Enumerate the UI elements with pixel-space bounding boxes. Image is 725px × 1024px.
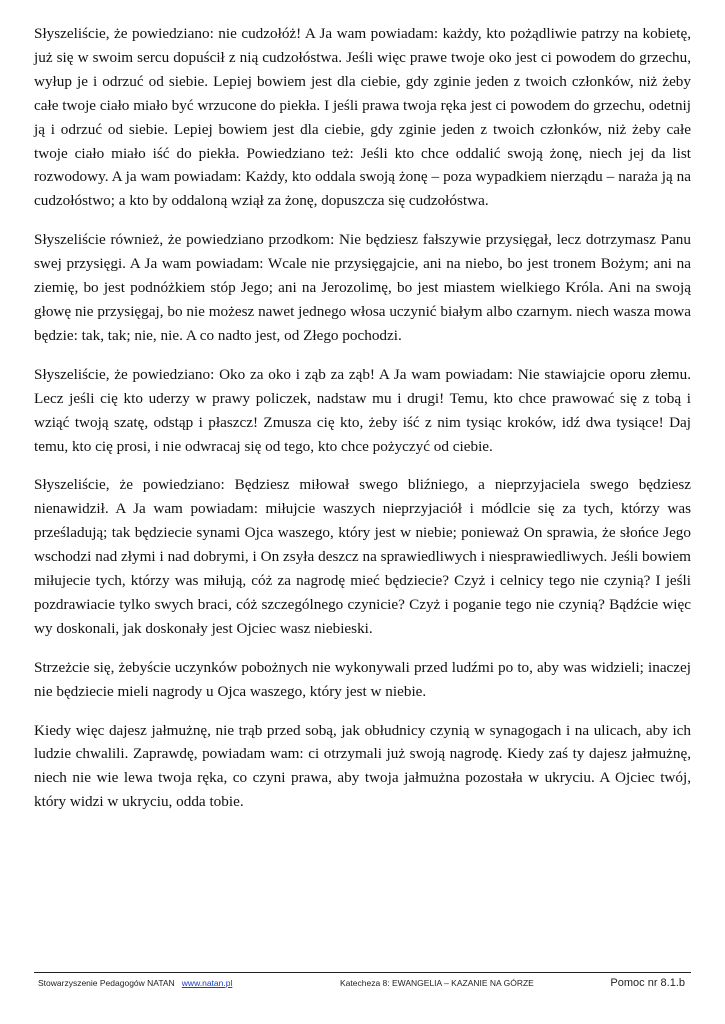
paragraph-love-enemies: Słyszeliście, że powiedziano: Będziesz miłował swego bliźniego, a nieprzyjaciela swego będziesz nienawidził. A Ja wam powiadam: miłujcie waszych nieprzyjaciół i módlcie się za tych, którzy was prześladują; tak będziecie synami Ojca waszego, który jest w niebie; ponieważ On sprawia, że słońce Jego wschodzi nad złymi i nad dobrymi, i On zsyła deszcz na sprawiedliwych i niesprawiedliwych. Jeśli bowiem miłujecie tych, którzy was miłują, cóż za nagrodę mieć będziecie? Czyż i celnicy tego nie czynią? I jeśli pozdrawiacie tylko swych braci, cóż szczególnego czynicie? Czyż i poganie tego nie czynią? Bądźcie więc wy doskonali, jak doskonały jest Ojciec wasz niebieski. [34,476,691,637]
paragraph-adultery: Słyszeliście, że powiedziano: nie cudzołóż! A Ja wam powiadam: każdy, kto pożądliwie patrzy na kobietę, już się w swoim sercu dopuścił z nią cudzołóstwa. Jeśli więc prawe twoje oko jest ci powodem do grzechu, wyłup je i odrzuć od siebie. Lepiej bowiem jest dla ciebie, gdy zginie jeden z twoich członków, niż żeby całe twoje ciało miało być wrzucone do piekła. I jeśli prawa twoja ręka jest ci powodem do grzechu, odetnij ją i odrzuć od siebie. Lepiej bowiem jest dla ciebie, gdy zginie jeden z twoich członków, niż żeby całe twoje ciało miało iść do piekła. Powiedziano też: Jeśli kto chce oddalić swoją żonę, niech jej da list rozwodowy. A ja wam powiadam: Każdy, kto oddala swoją żonę – poza wypadkiem nierządu – naraża ją na cudzołóstwo; a kto by oddaloną wziął za żonę, dopuszcza się cudzołóstwa. [34,25,691,210]
paragraph-almsgiving: Kiedy więc dajesz jałmużnę, nie trąb przed sobą, jak obłudnicy czynią w synagogach i na ulicach, aby ich ludzie chwalili. Zaprawdę, powiadam wam: ci otrzymali już swoją nagrodę. Kiedy zaś ty dajesz jałmużnę, niech nie wie lewa twoja ręka, co czyni prawa, aby twoja jałmużna pozostała w ukryciu. A Ojciec twój, który widzi w ukryciu, odda tobie. [34,721,691,811]
paragraph-retaliation: Słyszeliście, że powiedziano: Oko za oko i ząb za ząb! A Ja wam powiadam: Nie stawiajcie oporu złemu. Lecz jeśli cię kto uderzy w prawy policzek, nadstaw mu i drugi! Temu, kto chce prawować się z tobą i wziąć twoją szatę, odstąp i płaszcz! Zmusza cię kto, żeby iść z nim tysiąc kroków, idź dwa tysiące! Daj temu, kto cię prosi, i nie odwracaj się od tego, kto chce pożyczyć od ciebie. [34,365,691,455]
footer-organization-block [38,978,232,988]
footer-organization: Stowarzyszenie Pedagogów NATAN [38,978,175,988]
footer-website-link[interactable]: www.natan.pl [181,978,233,988]
page-footer [34,972,691,993]
paragraph-oaths: Słyszeliście również, że powiedziano przodkom: Nie będziesz fałszywie przysięgał, lecz dotrzymasz Panu swej przysięgi. A Ja wam powiadam: Wcale nie przysięgajcie, ani na niebo, bo jest tronem Bożym; ani na ziemię, bo jest podnóżkiem stóp Jego; ani na Jerozolimę, bo jest miastem wielkiego Króla. Ani na swoją głowę nie przysięgaj, bo nie możesz nawet jednego włosa uczynić białym albo czarnym. niech wasza mowa będzie: tak, tak; nie, nie. A co nadto jest, od Złego pochodzi. [34,231,691,344]
paragraph-righteous-deeds: Strzeżcie się, żebyście uczynków pobożnych nie wykonywali przed ludźmi po to, aby was widzieli; inaczej nie będziecie mieli nagrody u Ojca waszego, który jest w niebie. [34,658,691,700]
document-body [34,22,691,829]
footer-aid-number: Pomoc nr 8.1.b [610,977,685,989]
footer-lesson-title: Katecheza 8: EWANGELIA – KAZANIE NA GÓRZE [340,978,534,988]
